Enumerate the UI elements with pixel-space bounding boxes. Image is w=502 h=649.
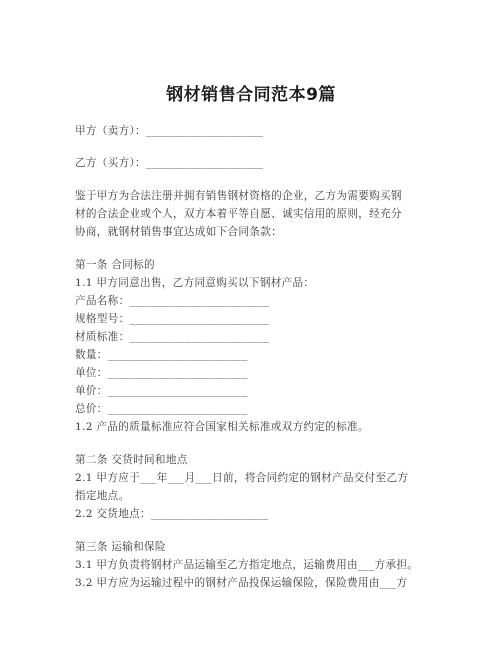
field-unit-price: 单价：_________________________ [75, 385, 248, 397]
clause-3-2: 3.2 甲方应为运输过程中的钢材产品投保运输保险，保险费用由___方 [75, 577, 408, 589]
field-total-price: 总价：_________________________ [75, 403, 248, 415]
field-material-standard: 材质标准：_________________________ [75, 331, 270, 343]
article-2-heading: 第二条 交货时间和地点 [75, 454, 188, 466]
party-a-line: 甲方（卖方）：_____________________ [75, 125, 264, 137]
field-quantity: 数量：_________________________ [75, 349, 248, 361]
field-unit: 单位：_________________________ [75, 367, 248, 379]
article-1-heading: 第一条 合同标的 [75, 259, 155, 271]
preamble-line-1: 鉴于甲方为合法注册并拥有销售钢材资格的企业，乙方为需要购买钢 [75, 190, 402, 202]
clause-3-1: 3.1 甲方负责将钢材产品运输至乙方指定地点，运输费用由___方承担。 [75, 559, 419, 571]
field-product-name: 产品名称：_________________________ [75, 295, 270, 307]
article-3-heading: 第三条 运输和保险 [75, 541, 166, 553]
field-spec-model: 规格型号：_________________________ [75, 313, 270, 325]
preamble-line-2: 材的合法企业或个人，双方本着平等自愿、诚实信用的原则，经充分 [75, 208, 402, 220]
party-b-line: 乙方（买方）：_____________________ [75, 157, 264, 169]
clause-2-1-line-2: 指定地点。 [75, 490, 130, 502]
clause-1-1: 1.1 甲方同意出售，乙方同意购买以下钢材产品： [75, 277, 315, 289]
clause-2-1-line-1: 2.1 甲方应于___年___月___日前，将合同约定的钢材产品交付至乙方 [75, 472, 409, 484]
clause-1-2: 1.2 产品的质量标准应符合国家相关标准或双方约定的标准。 [75, 421, 369, 433]
document-title: 钢材销售合同范本9篇 [166, 85, 336, 105]
preamble-line-3: 协商，就钢材销售事宜达成如下合同条款： [75, 226, 282, 238]
clause-2-2: 2.2 交货地点：_____________________ [75, 508, 269, 520]
